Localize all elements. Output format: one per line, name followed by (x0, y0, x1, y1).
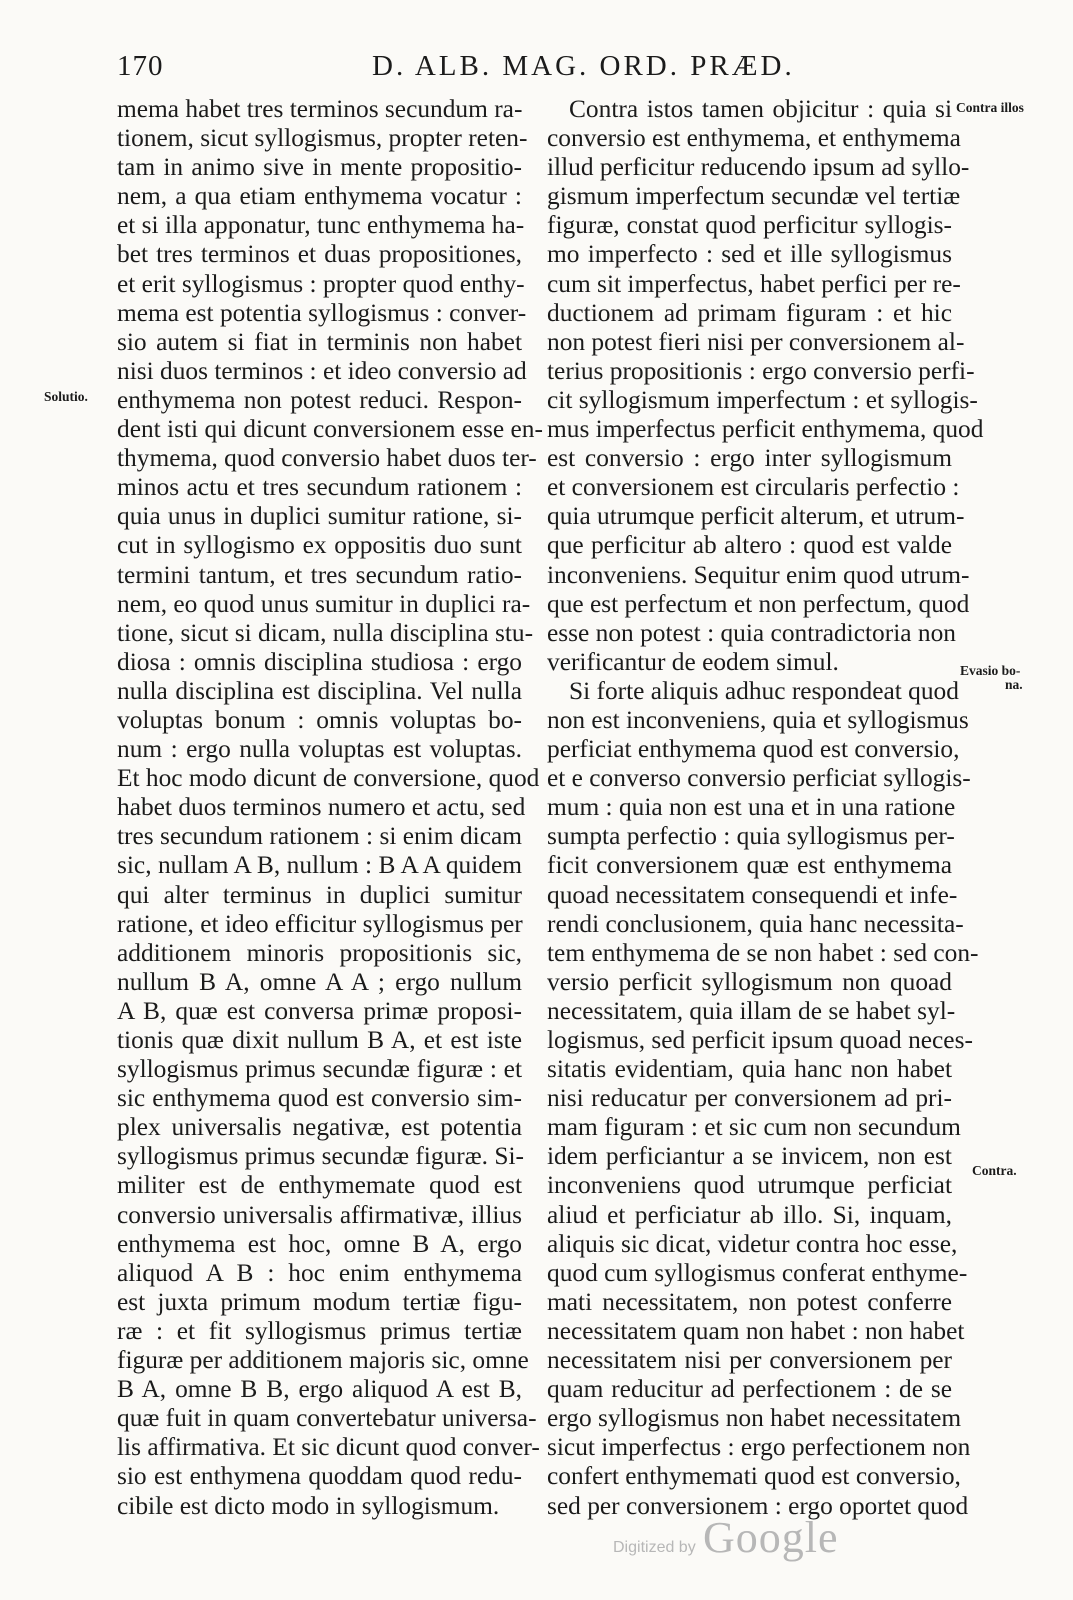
running-title: D. ALB. MAG. ORD. PRÆD. (372, 50, 795, 82)
text-line: quoad necessitatem consequendi et infe- (547, 880, 958, 909)
text-line: ficit conversionem quæ est enthymema (547, 851, 952, 880)
text-line: Et hoc modo dicunt de conversione, quod (117, 764, 540, 793)
text-line: sio autem si fiat in terminis non habet (117, 327, 522, 356)
text-line: tione, sicut si dicam, nulla disciplina stu- (117, 618, 534, 647)
text-line: cit syllogismum imperfectum : et syllogis- (547, 385, 978, 414)
text-line: quod cum syllogismus conferat enthyme- (547, 1258, 968, 1287)
text-line: tres secundum rationem : si enim dicam (117, 822, 522, 851)
text-line: quia utrumque perficit alterum, et utrum- (547, 502, 965, 531)
text-line: cum sit imperfectus, habet perfici per re- (547, 269, 961, 298)
text-line: Si forte aliquis adhuc respondeat quod (569, 676, 959, 705)
text-line: num : ergo nulla voluptas est voluptas. (117, 735, 522, 764)
text-line: non est inconveniens, quia et syllogismus (547, 705, 969, 734)
text-line: B A, omne B B, ergo aliquod A est B, (117, 1375, 522, 1404)
text-line: sicut imperfectus : ergo perfectionem non (547, 1433, 971, 1462)
text-line: nisi duos terminos : et ideo conversio ad (117, 356, 527, 385)
text-line: mo imperfecto : sed et ille syllogismus (547, 240, 952, 269)
text-line: sic enthymema quod est conversio sim- (117, 1084, 522, 1113)
text-line: perficiat enthymema quod est conversio, (547, 735, 960, 764)
text-line: et conversionem est circularis perfectio : (547, 473, 960, 502)
text-line: inconveniens quod utrumque perficiat (547, 1171, 952, 1200)
text-line: sed per conversionem : ergo oportet quod (547, 1491, 969, 1520)
text-line: syllogismus primus secundæ figuræ : et (117, 1055, 522, 1084)
text-line: terius propositionis : ergo conversio perfi- (547, 356, 975, 385)
text-line: militer est de enthymemate quod est (117, 1171, 522, 1200)
text-line: diosa : omnis disciplina studiosa : ergo (117, 647, 522, 676)
text-line: thymema, quod conversio habet duos ter- (117, 444, 537, 473)
margin-note-evasio-bona-1: Evasio bo- (960, 663, 1021, 678)
text-line: rendi conclusionem, quia hanc necessita- (547, 909, 964, 938)
text-line: ræ : et fit syllogismus primus tertiæ (117, 1316, 522, 1345)
text-line: logismus, sed perficit ipsum quoad neces- (547, 1026, 973, 1054)
right-column (547, 95, 984, 1521)
text-line: est juxta primum modum tertiæ figu- (117, 1287, 522, 1316)
text-line: et erit syllogismus : propter quod enthy- (117, 269, 525, 298)
text-line: mam figuram : et sic cum non secundum (547, 1113, 961, 1142)
text-line: cibile est dicto modo in syllogismum. (117, 1491, 500, 1520)
text-line: figuræ per additionem majoris sic, omne (117, 1346, 529, 1375)
text-line: nem, a qua etiam enthymema vocatur : (117, 182, 522, 211)
text-line: syllogismus primus secundæ figuræ. Si- (117, 1142, 524, 1171)
text-line: habet duos terminos numero et actu, sed (117, 793, 526, 822)
text-line: nisi reducatur per conversionem ad pri- (547, 1084, 952, 1113)
text-line: que est perfectum et non perfectum, quod (547, 589, 970, 618)
text-line: conversio universalis affirmativæ, illius (117, 1200, 522, 1229)
text-line: confert enthymemati quod est conversio, (547, 1462, 961, 1491)
text-line: tionem, sicut syllogismus, propter reten- (117, 124, 528, 153)
text-line: tionis quæ dixit nullum B A, et est iste (117, 1026, 522, 1054)
text-line: illud perficitur reducendo ipsum ad syllo- (547, 153, 970, 182)
left-column (117, 95, 543, 1521)
text-line: enthymema est hoc, omne B A, ergo (117, 1229, 522, 1258)
page-header (0, 46, 1073, 86)
text-line: quia unus in duplici sumitur ratione, si- (117, 502, 522, 531)
text-line: quæ fuit in quam convertebatur universa- (117, 1404, 537, 1433)
google-logo: Google (703, 1513, 839, 1562)
margin-note-contra: Contra. (972, 1163, 1017, 1178)
text-line: tem enthymema de se non habet : sed con- (547, 938, 979, 967)
text-line: conversio est enthymema, et enthymema (547, 124, 961, 153)
text-line: sio est enthymena quoddam quod redu- (117, 1462, 522, 1491)
text-line: sitatis evidentiam, quia hanc non habet (547, 1055, 952, 1084)
text-line: mema habet tres terminos secundum ra- (117, 95, 523, 123)
text-line: est conversio : ergo inter syllogismum (547, 444, 952, 473)
text-line: nullum B A, omne A A ; ergo nullum (117, 967, 522, 996)
text-line: ratione, et ideo efficitur syllogismus per (117, 909, 523, 938)
text-line: verificantur de eodem simul. (547, 647, 839, 676)
text-line: termini tantum, et tres secundum ratio- (117, 560, 522, 589)
text-line: ductionem ad primam figuram : et hic (547, 298, 952, 327)
text-line: voluptas bonum : omnis voluptas bo- (117, 705, 522, 734)
digitized-by-label: Digitized by (613, 1539, 696, 1556)
digitized-watermark (608, 1504, 848, 1564)
text-line: necessitatem quam non habet : non habet (547, 1316, 965, 1345)
text-line: esse non potest : quia contradictoria non (547, 618, 956, 647)
text-line: mema est potentia syllogismus : conver- (117, 298, 527, 327)
text-line: nulla disciplina est disciplina. Vel nulla (117, 676, 522, 705)
text-line: figuræ, constat quod perficitur syllogis- (547, 211, 952, 240)
text-line: que perficitur ab altero : quod est valde (547, 531, 952, 560)
text-line: gismum imperfectum secundæ vel tertiæ (547, 182, 961, 211)
text-line: cut in syllogismo ex oppositis duo sunt (117, 531, 522, 560)
text-line: versio perficit syllogismum non quoad (547, 967, 952, 996)
text-line: necessitatem nisi per conversionem per (547, 1346, 952, 1375)
margin-note-evasio-bona-2: na. (1005, 677, 1023, 692)
text-line: lis affirmativa. Et sic dicunt quod conver- (117, 1433, 540, 1462)
page-number: 170 (117, 50, 164, 82)
text-line: Contra istos tamen objicitur : quia si (569, 95, 952, 123)
text-line: dent isti qui dicunt conversionem esse en- (117, 415, 543, 444)
text-line: qui alter terminus in duplici sumitur (117, 880, 522, 909)
text-line: ergo syllogismus non habet necessitatem (547, 1404, 962, 1433)
text-line: minos actu et tres secundum rationem : (117, 473, 522, 502)
text-line: aliquis sic dicat, videtur contra hoc esse, (547, 1229, 958, 1258)
text-line: tam in animo sive in mente propositio- (117, 153, 522, 182)
text-line: plex universalis negativæ, est potentia (117, 1113, 522, 1142)
margin-note-contra-illos: Contra illos (956, 100, 1024, 115)
text-line: sumpta perfectio : quia syllogismus per- (547, 822, 955, 851)
text-line: et e converso conversio perficiat syllogis- (547, 764, 971, 793)
text-line: additionem minoris propositionis sic, (117, 938, 522, 967)
text-line: non potest fieri nisi per conversionem al- (547, 327, 965, 356)
text-line: enthymema non potest reduci. Respon- (117, 385, 522, 414)
text-line: necessitatem, quia illam de se habet syl- (547, 996, 956, 1025)
text-line: aliud et perficiatur ab illo. Si, inquam, (547, 1200, 952, 1229)
text-line: aliquod A B : hoc enim enthymema (117, 1258, 522, 1287)
text-line: et si illa apponatur, tunc enthymema ha- (117, 211, 525, 240)
text-line: mum : quia non est una et in una ratione (547, 793, 956, 822)
text-line: nem, eo quod unus sumitur in duplici ra- (117, 589, 531, 618)
text-line: quam reducitur ad perfectionem : de se (547, 1375, 952, 1404)
text-line: inconveniens. Sequitur enim quod utrum- (547, 560, 970, 589)
margin-note-solutio: Solutio. (44, 389, 88, 404)
text-line: bet tres terminos et duas propositiones, (117, 240, 522, 269)
text-line: idem perficiantur a se invicem, non est (547, 1142, 952, 1171)
text-line: mati necessitatem, non potest conferre (547, 1287, 952, 1316)
text-line: sic, nullam A B, nullum : B A A quidem (117, 851, 522, 880)
text-line: A B, quæ est conversa primæ proposi- (117, 996, 522, 1025)
text-line: mus imperfectus perficit enthymema, quod (547, 415, 984, 444)
